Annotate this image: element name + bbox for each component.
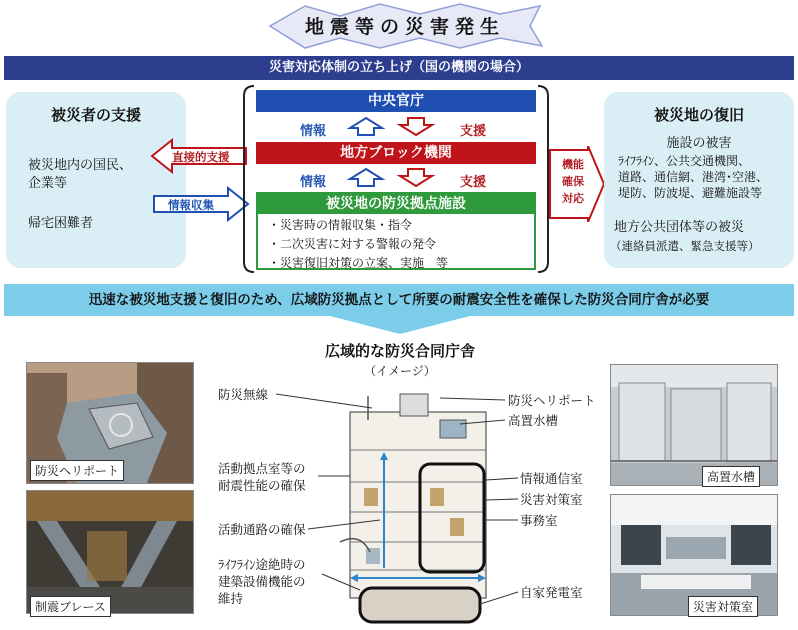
recovery-line-4: 地方公共団体等の被災 xyxy=(614,220,745,235)
regional-agency-bar: 地方ブロック機関 xyxy=(256,142,536,164)
label-life-2: 建築設備機能の xyxy=(218,574,306,589)
label-path: 活動通路の確保 xyxy=(218,522,306,537)
label-life-3: 維持 xyxy=(218,591,244,606)
disaster-room-caption: 災害対策室 xyxy=(688,596,758,617)
direct-support-label: 直接的支援 xyxy=(172,150,230,164)
victim-support-title: 被災者の支援 xyxy=(50,106,141,124)
recovery-title: 被災地の復旧 xyxy=(653,106,744,124)
label-active-1: 活動拠点室等の xyxy=(218,461,306,476)
label-disaster: 災害対策室 xyxy=(520,492,583,507)
label-active-2: 耐震性能の確保 xyxy=(218,478,306,493)
support-label-2: 支援 xyxy=(460,175,487,190)
central-agency-bar: 中央官庁 xyxy=(256,90,536,112)
victim-line-1: 被災地内の国民、 xyxy=(28,158,133,173)
info-collect-label: 情報収集 xyxy=(168,198,214,212)
function-label-1: 機能 xyxy=(562,158,584,171)
response-banner: 災害対応体制の立ち上げ（国の機関の場合） xyxy=(4,56,794,80)
requirement-banner: 迅速な被災地支援と復旧のため、広域防災拠点として所要の耐震安全性を確保した防災合同庁舎が必要 xyxy=(4,284,794,316)
label-comm: 情報通信室 xyxy=(520,471,583,486)
recovery-line-5: （連絡員派遣、緊急支援等） xyxy=(610,239,760,253)
water-tank-caption: 高置水槽 xyxy=(702,466,760,487)
base-bullet-1: ・災害時の情報収集・指令 xyxy=(268,218,413,232)
base-facility-bar: 被災地の防災拠点施設 xyxy=(258,194,534,214)
brace-caption: 制震ブレース xyxy=(30,596,111,617)
function-label-3: 対応 xyxy=(562,192,584,205)
info-label-1: 情報 xyxy=(300,124,327,139)
label-power: 自家発電室 xyxy=(520,585,583,600)
image-subtitle: （イメージ） xyxy=(364,364,436,378)
recovery-line-3: 堤防、防波堤、避難施設等 xyxy=(618,186,763,200)
recovery-line-2: 道路、通信網、港湾･空港、 xyxy=(618,170,769,184)
label-radio: 防災無線 xyxy=(218,387,269,402)
base-bullet-3: ・災害復旧対策の立案、実施 等 xyxy=(268,256,449,270)
heliport-caption: 防災ヘリポート xyxy=(30,460,124,481)
support-label-1: 支援 xyxy=(460,124,487,139)
base-bullet-2: ・二次災害に対する警報の発令 xyxy=(268,237,437,251)
victim-line-3: 帰宅困難者 xyxy=(28,216,94,231)
label-tank: 高置水槽 xyxy=(508,413,559,428)
label-heli: 防災ヘリポート xyxy=(508,393,596,408)
info-label-2: 情報 xyxy=(300,175,327,190)
page-title: 地震等の災害発生 xyxy=(304,16,505,38)
recovery-subtitle: 施設の被害 xyxy=(666,136,732,151)
recovery-line-1: ﾗｲﾌﾗｲﾝ、公共交通機関、 xyxy=(618,154,751,168)
victim-line-2: 企業等 xyxy=(28,176,68,191)
label-life-1: ﾗｲﾌﾗｲﾝ途絶時の xyxy=(218,557,306,572)
label-office: 事務室 xyxy=(520,513,558,528)
image-title: 広域的な防災合同庁舎 xyxy=(324,342,475,360)
function-label-2: 確保 xyxy=(562,175,584,188)
